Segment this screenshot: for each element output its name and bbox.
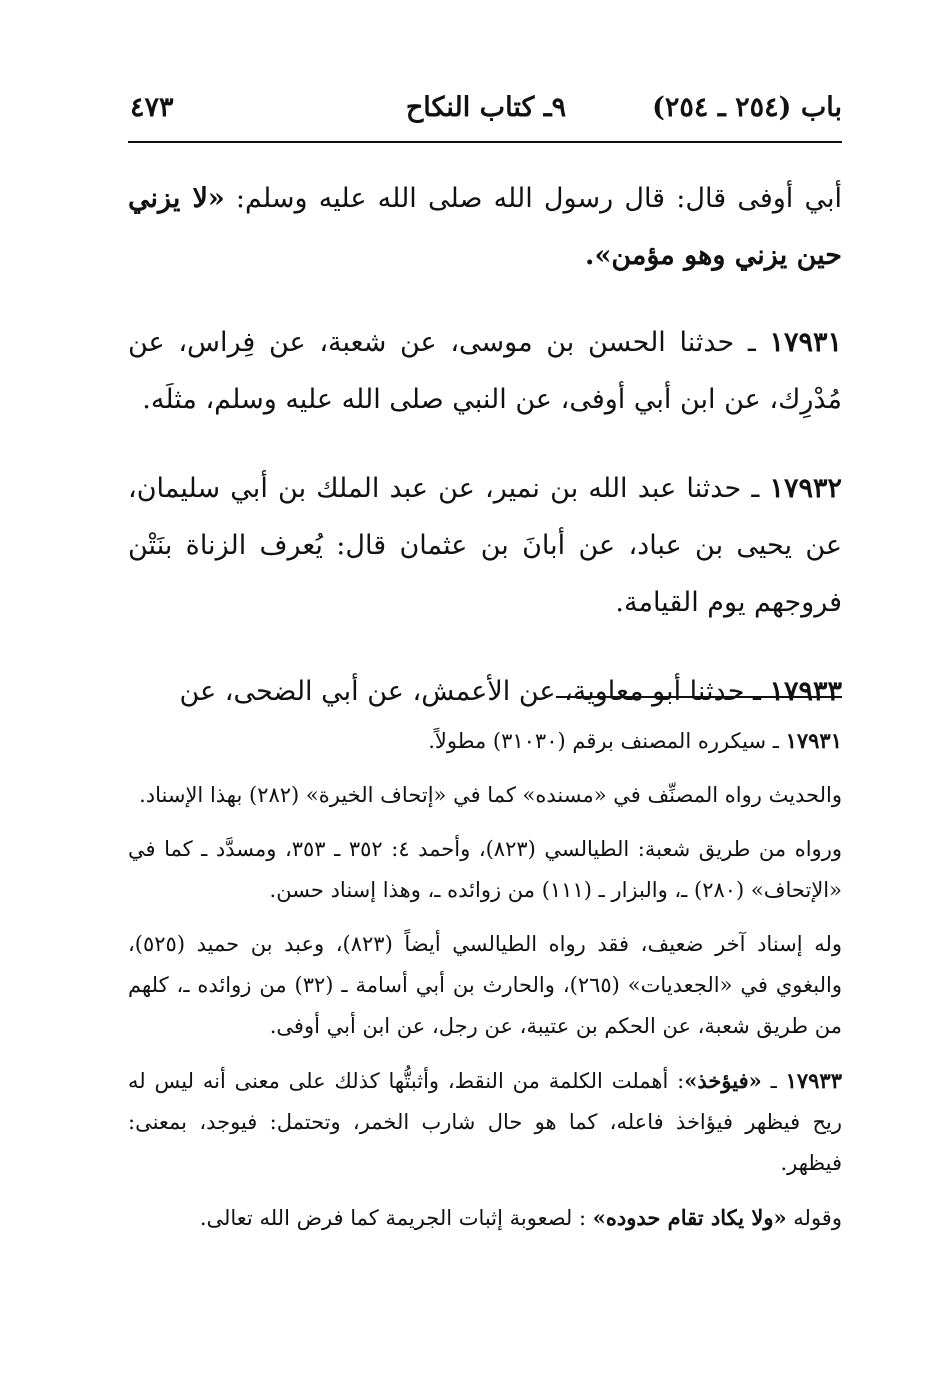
chapter-range: باب (٢٥٤ ـ ٢٥٤)	[652, 92, 842, 123]
hadith-17932	[128, 460, 842, 631]
footnote-text: : لصعوبة إثبات الجريمة كما فرض الله تعالى.	[199, 1206, 593, 1230]
footnote-prefix: وقوله	[786, 1206, 842, 1230]
footnote-keyword: «فيؤخذ»	[684, 1068, 762, 1093]
footnote-text: : أهملت الكلمة من النقط، وأثبتُّها كذلك على معنى أنه ليس له ريح فيظهر فيؤاخذ فاعله، كما هو حال شارب الخمر، وتحتمل: فيوجد، بمعنى: فيظهر.	[128, 1069, 842, 1175]
footnote-17931	[128, 720, 842, 762]
hadith-number: ١٧٩٣٣	[769, 676, 842, 707]
footnote-paragraph	[128, 1197, 842, 1239]
footnote-text: ـ سيكرره المصنف برقم (٣١٠٣٠) مطولاً.	[428, 729, 786, 753]
page-number: ٤٧٣	[130, 92, 174, 123]
footnote-number: ١٧٩٣٣	[785, 1068, 842, 1093]
footnote-quote: «ولا يكاد تقام حدوده»	[592, 1205, 787, 1230]
hadith-17931	[128, 314, 842, 428]
footnote-number: ١٧٩٣١	[785, 728, 842, 753]
main-text	[128, 170, 842, 752]
footnote-paragraph: والحديث رواه المصنِّف في «مسنده» كما في «إتحاف الخيرة» (٢٨٢) بهذا الإسناد.	[139, 783, 842, 807]
footnote-17933	[128, 1060, 842, 1184]
header-rule	[128, 141, 842, 143]
hadith-17933	[128, 663, 842, 720]
page-header	[130, 88, 842, 132]
footnote-paragraph: ورواه من طريق شعبة: الطيالسي (٨٢٣)، وأحمد ٤: ٣٥٢ ـ ٣٥٣، ومسدَّد ـ كما في «الإتحاف» (٢٨٠) ـ، والبزار ـ (١١١) من زوائده ـ، وهذا إسناد حسن.	[128, 837, 842, 902]
hadith-number: ١٧٩٣٢	[769, 473, 842, 504]
footnotes	[128, 720, 842, 1252]
continuation-paragraph	[128, 170, 842, 284]
hadith-text: ـ حدثنا الحسن بن موسى، عن شعبة، عن فِراس، عن مُدْرِك، عن ابن أبي أوفى، عن النبي صلى الله عليه وسلم، مثلَه.	[128, 327, 842, 415]
continuation-text: أبي أوفى قال: قال رسول الله صلى الله عليه وسلم:	[224, 183, 842, 214]
book-title: ٩ـ كتاب النكاح	[405, 92, 567, 123]
hadith-text: ـ حدثنا عبد الله بن نمير، عن عبد الملك بن أبي سليمان، عن يحيى بن عباد، عن أبانَ بن عثمان قال: يُعرف الزناة بنَتْن فروجهم يوم القيامة.	[128, 473, 842, 618]
hadith-quote: «لا يزني حين يزني وهو مؤمن».	[128, 183, 842, 271]
footnote-dash: ـ	[761, 1069, 786, 1093]
footnote-paragraph: وله إسناد آخر ضعيف، فقد رواه الطيالسي أيضاً (٨٢٣)، وعبد بن حميد (٥٢٥)، والبغوي في «الجعديات» (٢٦٥)، والحارث بن أبي أسامة ـ (٣٢) من زوائده ـ، كلهم من طريق شعبة، عن الحكم بن عتيبة، عن رجل، عن ابن أبي أوفى.	[128, 932, 843, 1038]
hadith-number: ١٧٩٣١	[769, 327, 842, 358]
hadith-text: ـ حدثنا أبو معاوية، عن الأعمش، عن أبي الضحى، عن	[179, 676, 770, 707]
footnote-separator	[556, 696, 842, 698]
